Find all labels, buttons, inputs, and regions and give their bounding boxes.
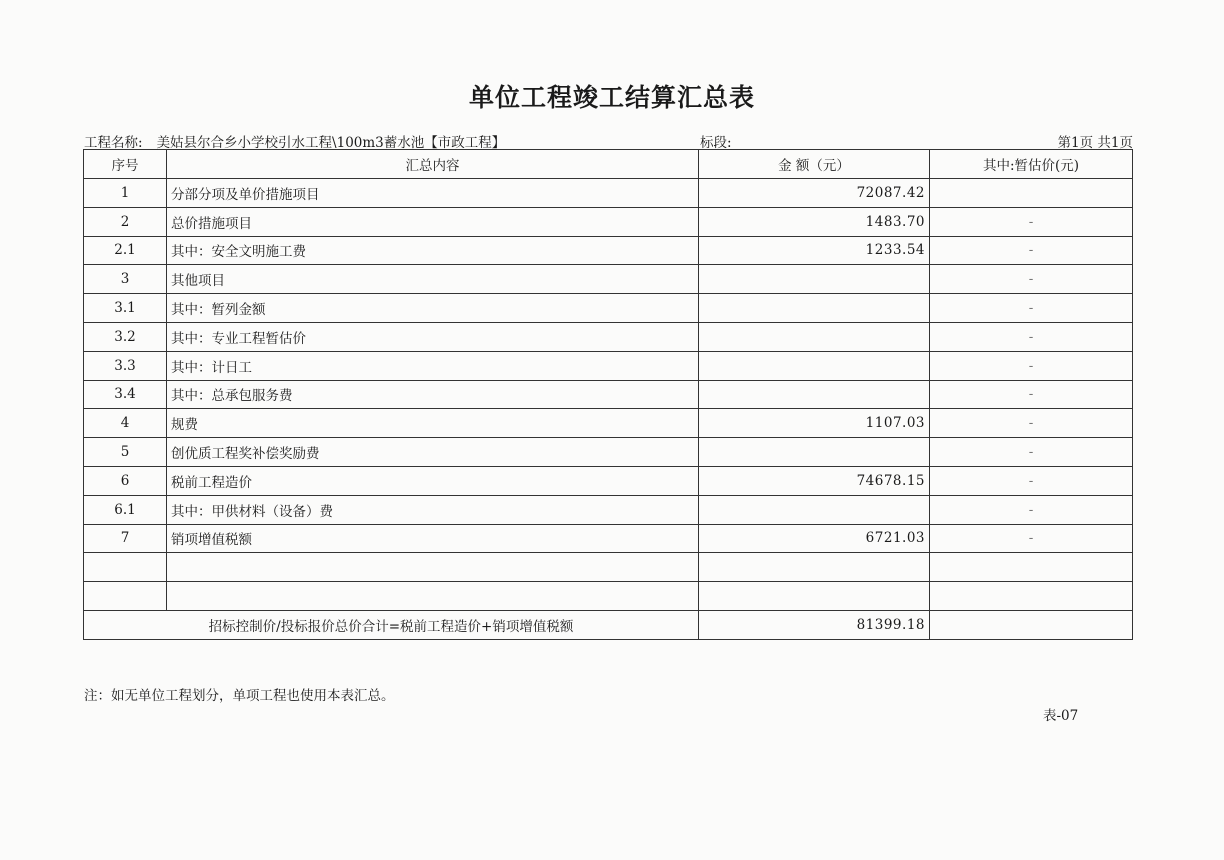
row-provisional: - (930, 265, 1133, 294)
row-amount (699, 380, 930, 409)
row-amount (699, 351, 930, 380)
row-content: 创优质工程奖补偿奖励费 (167, 438, 699, 467)
total-provisional (930, 610, 1133, 639)
row-amount: 6721.03 (699, 524, 930, 553)
table-number: 表-07 (1043, 708, 1079, 724)
row-provisional (930, 582, 1133, 611)
row-amount (699, 553, 930, 582)
row-content: 规费 (167, 409, 699, 438)
row-amount: 1107.03 (699, 409, 930, 438)
page-info: 第1页 共1页 (1057, 135, 1133, 151)
total-amount: 81399.18 (699, 610, 930, 639)
row-amount: 74678.15 (699, 466, 930, 495)
table-row (84, 409, 1133, 438)
row-provisional: - (930, 207, 1133, 236)
row-amount (699, 495, 930, 524)
table-row (84, 582, 1133, 611)
total-label: 招标控制价/投标报价总价合计=税前工程造价+销项增值税额 (84, 610, 699, 639)
column-header-no: 序号 (84, 150, 167, 179)
row-number: 4 (84, 409, 167, 438)
row-amount: 1483.70 (699, 207, 930, 236)
row-content (167, 582, 699, 611)
row-number: 6 (84, 466, 167, 495)
table-row (84, 524, 1133, 553)
row-amount (699, 582, 930, 611)
row-provisional: - (930, 438, 1133, 467)
row-content: 其中：安全文明施工费 (167, 236, 699, 265)
section-line (700, 131, 732, 151)
row-amount (699, 265, 930, 294)
row-provisional (930, 553, 1133, 582)
project-name-line (84, 131, 505, 151)
row-number: 2 (84, 207, 167, 236)
row-provisional: - (930, 380, 1133, 409)
row-amount (699, 438, 930, 467)
table-row (84, 207, 1133, 236)
row-provisional: - (930, 524, 1133, 553)
table-row (84, 351, 1133, 380)
table-row (84, 265, 1133, 294)
row-provisional: - (930, 351, 1133, 380)
row-provisional: - (930, 466, 1133, 495)
row-content: 其他项目 (167, 265, 699, 294)
row-amount: 1233.54 (699, 236, 930, 265)
row-content (167, 553, 699, 582)
row-amount: 72087.42 (699, 179, 930, 208)
row-amount (699, 322, 930, 351)
row-number: 7 (84, 524, 167, 553)
section-label: 标段: (700, 135, 732, 151)
row-number (84, 553, 167, 582)
row-number: 3 (84, 265, 167, 294)
total-row (84, 610, 1133, 639)
row-number: 1 (84, 179, 167, 208)
row-content: 销项增值税额 (167, 524, 699, 553)
row-content: 其中：甲供材料（设备）费 (167, 495, 699, 524)
row-number: 2.1 (84, 236, 167, 265)
row-content: 其中：总承包服务费 (167, 380, 699, 409)
row-provisional: - (930, 409, 1133, 438)
table-row (84, 466, 1133, 495)
row-provisional: - (930, 294, 1133, 323)
row-content: 总价措施项目 (167, 207, 699, 236)
table-row (84, 322, 1133, 351)
row-number: 5 (84, 438, 167, 467)
row-content: 其中：计日工 (167, 351, 699, 380)
table-row (84, 495, 1133, 524)
table-row (84, 553, 1133, 582)
row-number: 3.4 (84, 380, 167, 409)
row-number: 3.1 (84, 294, 167, 323)
row-provisional: - (930, 322, 1133, 351)
row-amount (699, 294, 930, 323)
row-content: 其中：暂列金额 (167, 294, 699, 323)
row-content: 分部分项及单价措施项目 (167, 179, 699, 208)
row-number: 3.2 (84, 322, 167, 351)
column-header-content: 汇总内容 (167, 150, 699, 179)
page-title: 单位工程竣工结算汇总表 (468, 83, 755, 112)
row-provisional: - (930, 495, 1133, 524)
row-provisional: - (930, 236, 1133, 265)
row-provisional (930, 179, 1133, 208)
row-content: 税前工程造价 (167, 466, 699, 495)
footnote: 注：如无单位工程划分，单项工程也使用本表汇总。 (84, 688, 395, 704)
row-number: 3.3 (84, 351, 167, 380)
table-row (84, 179, 1133, 208)
column-header-amount: 金 额（元） (699, 150, 930, 179)
table-header-row (84, 150, 1133, 179)
table-row (84, 380, 1133, 409)
project-name-label: 工程名称: (84, 135, 143, 151)
table-row (84, 438, 1133, 467)
project-name-value: 美姑县尔合乡小学校引水工程\100m3蓄水池【市政工程】 (156, 135, 506, 151)
row-content: 其中：专业工程暂估价 (167, 322, 699, 351)
table-row (84, 236, 1133, 265)
summary-table (83, 149, 1133, 640)
row-number (84, 582, 167, 611)
column-header-provisional: 其中:暂估价(元) (930, 150, 1133, 179)
row-number: 6.1 (84, 495, 167, 524)
table-row (84, 294, 1133, 323)
